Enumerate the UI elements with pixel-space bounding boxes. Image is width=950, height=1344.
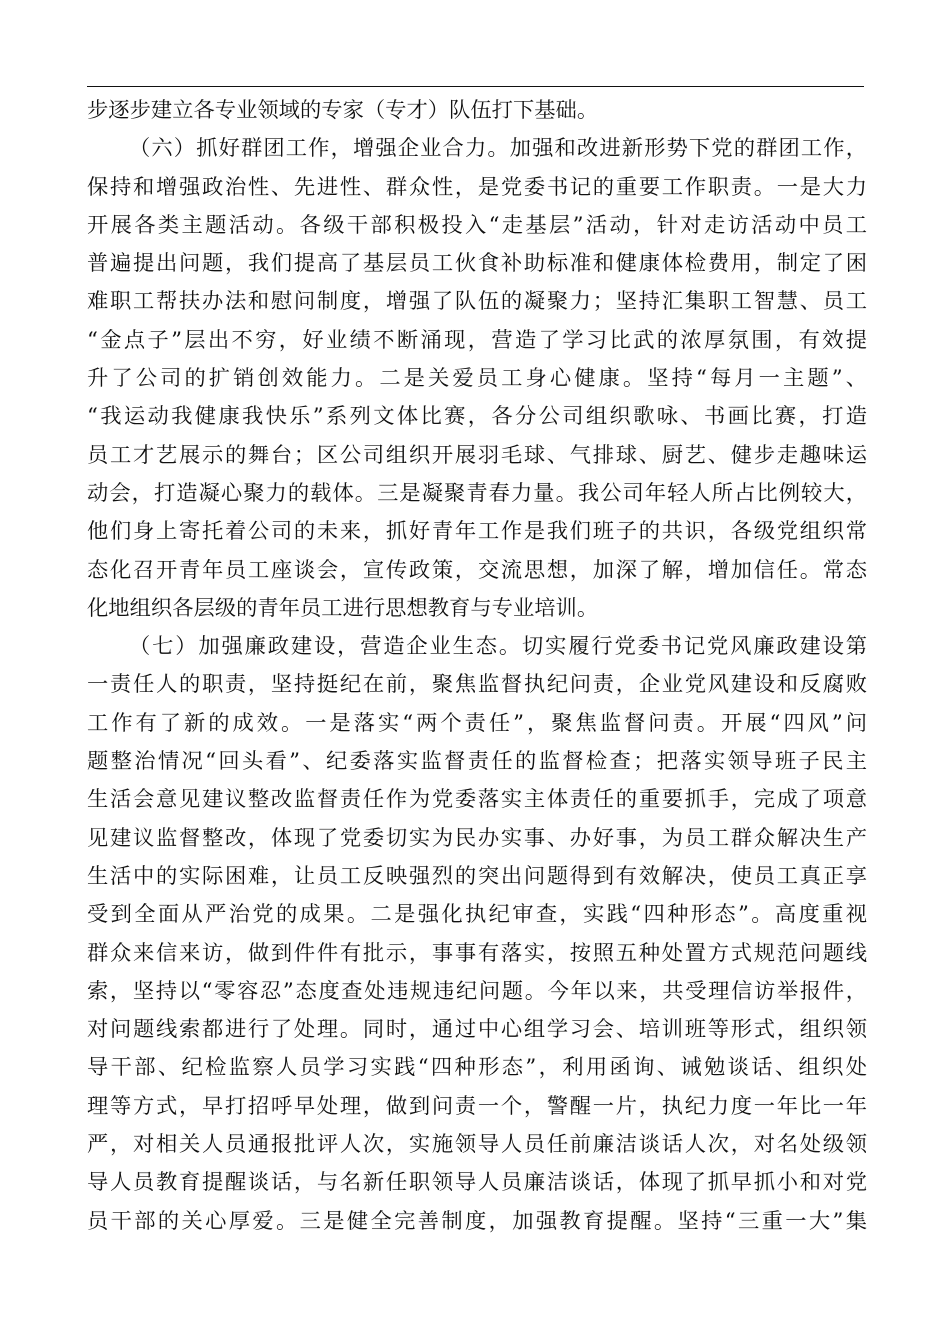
paragraph-heading-7: （七）加强廉政建设，营造企业生态。切实履行党委书记党风廉政建设第: [129, 634, 867, 660]
text-line: 理等方式，早打招呼早处理，做到问责一个，警醒一片，执纪力度一年比一年: [87, 1093, 867, 1119]
text-line: 保持和增强政治性、先进性、群众性，是党委书记的重要工作职责。一是大力: [87, 174, 867, 200]
text-line: 普遍提出问题，我们提高了基层员工伙食补助标准和健康体检费用，制定了困: [87, 251, 867, 277]
text-line: 群众来信来访，做到件件有批示，事事有落实，按照五种处置方式规范问题线: [87, 940, 867, 966]
text-line: 他们身上寄托着公司的未来，抓好青年工作是我们班子的共识，各级党组织常: [87, 519, 867, 545]
text-line: 对问题线索都进行了处理。同时，通过中心组学习会、培训班等形式，组织领: [87, 1017, 867, 1043]
text-line: 见建议监督整改，体现了党委切实为民办实事、办好事，为员工群众解决生产: [87, 825, 867, 851]
text-line: 态化召开青年员工座谈会，宣传政策，交流思想，加深了解，增加信任。常态: [87, 557, 867, 583]
header-rule: [87, 86, 864, 87]
text-line: 升了公司的扩销创效能力。二是关爱员工身心健康。坚持“每月一主题”、: [87, 366, 867, 392]
text-line: 生活中的实际困难，让员工反映强烈的突出问题得到有效解决，使员工真正享: [87, 863, 867, 889]
text-line: 开展各类主题活动。各级干部积极投入“走基层”活动，针对走访活动中员工: [87, 212, 867, 238]
text-line: 工作有了新的成效。一是落实“两个责任”，聚焦监督问责。开展“四风”问: [87, 710, 867, 736]
text-line: 生活会意见建议整改监督责任作为党委落实主体责任的重要抓手，完成了项意: [87, 787, 867, 813]
text-line: 导干部、纪检监察人员学习实践“四种形态”，利用函询、诫勉谈话、组织处: [87, 1055, 867, 1081]
text-line: 化地组织各层级的青年员工进行思想教育与专业培训。: [87, 595, 599, 621]
text-line: 动会，打造凝心聚力的载体。三是凝聚青春力量。我公司年轻人所占比例较大，: [87, 480, 867, 506]
body-text: [87, 92, 867, 1241]
text-line: 题整治情况“回头看”、纪委落实监督责任的监督检查；把落实领导班子民主: [87, 749, 867, 775]
text-line: 步逐步建立各专业领域的专家（专才）队伍打下基础。: [87, 98, 599, 123]
text-line: 导人员教育提醒谈话，与名新任职领导人员廉洁谈话，体现了抓早抓小和对党: [87, 1170, 867, 1196]
text-line: 受到全面从严治党的成果。二是强化执纪审查，实践“四种形态”。高度重视: [87, 902, 867, 928]
text-line: 一责任人的职责，坚持挺纪在前，聚焦监督执纪问责，企业党风建设和反腐败: [87, 672, 867, 698]
paragraph-heading-6: （六）抓好群团工作，增强企业合力。加强和改进新形势下党的群团工作，: [129, 136, 867, 162]
text-line: “金点子”层出不穷，好业绩不断涌现，营造了学习比武的浓厚氛围，有效提: [87, 327, 867, 353]
text-line: “我运动我健康我快乐”系列文体比赛，各分公司组织歌咏、书画比赛，打造: [87, 404, 867, 430]
text-line: 员干部的关心厚爱。三是健全完善制度，加强教育提醒。坚持“三重一大”集: [87, 1208, 867, 1234]
text-line: 员工才艺展示的舞台；区公司组织开展羽毛球、气排球、厨艺、健步走趣味运: [87, 442, 867, 468]
text-line: 难职工帮扶办法和慰问制度，增强了队伍的凝聚力；坚持汇集职工智慧、员工: [87, 289, 867, 315]
text-line: 索，坚持以“零容忍”态度查处违规违纪问题。今年以来，共受理信访举报件，: [87, 978, 867, 1004]
text-line: 严，对相关人员通报批评人次，实施领导人员任前廉洁谈话人次，对名处级领: [87, 1132, 867, 1158]
